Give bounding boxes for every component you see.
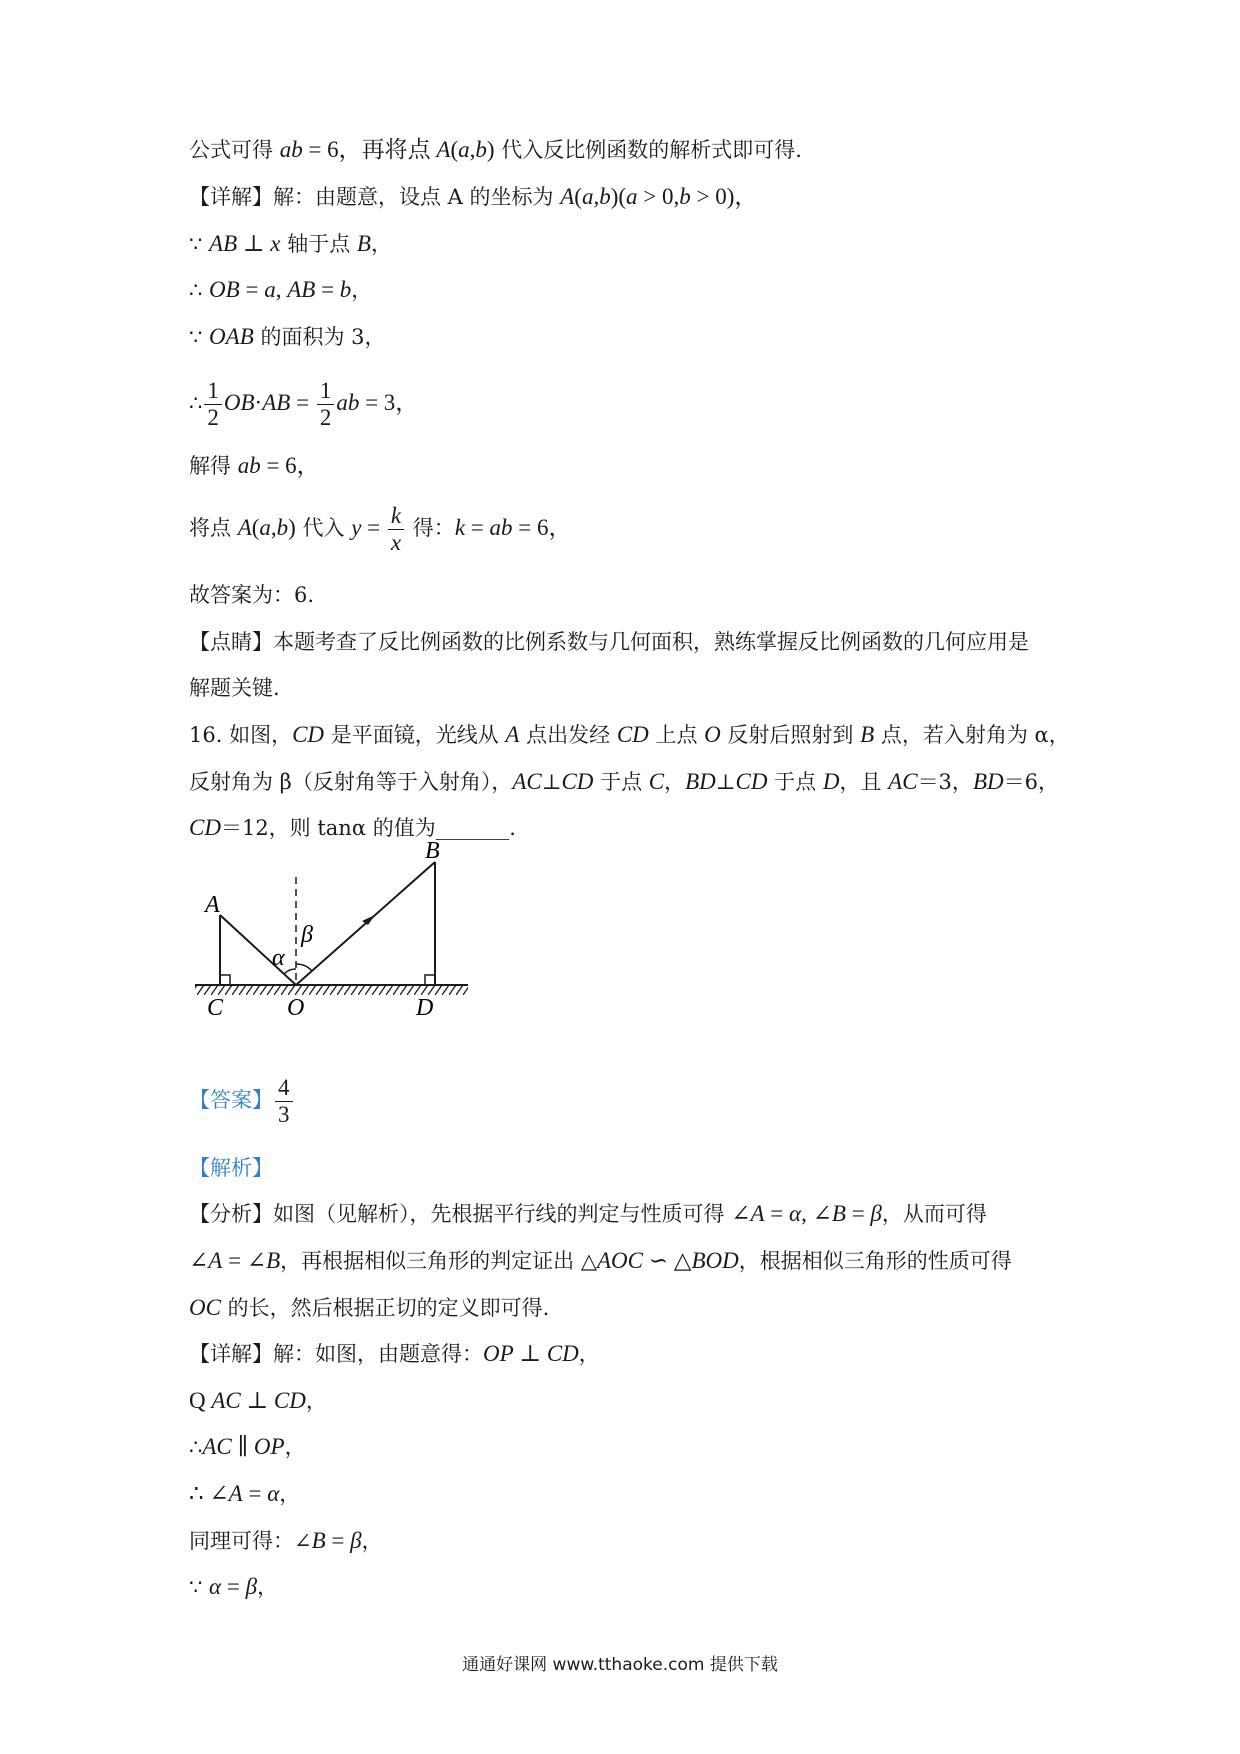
question-16-line-1: 16. 如图，CD 是平面镜，光线从 A 点出发经 CD 上点 O 反射后照射到 B 点，若入射角为 α， [189, 722, 1070, 747]
label-c: C [207, 995, 224, 1021]
text-line-10: 【点睛】本题考查了反比例函数的比例系数与几何面积，熟练掌握反比例函数的几何应用是 [189, 630, 1029, 654]
label-a: A [205, 892, 220, 918]
text-line-23: ∴ ∠A = α， [189, 1481, 301, 1506]
text-line-18: ∠A = ∠B，再根据相似三角形的判定证出 △AOC ∽ △BOD，根据相似三角形的性质可得 [189, 1248, 1012, 1273]
analysis-tag: 【解析】 [189, 1156, 273, 1180]
text-line-17: 【分析】如图（见解析），先根据平行线的判定与性质可得 ∠A = α, ∠B = β，从而可得 [189, 1201, 987, 1226]
label-alpha: α [272, 945, 285, 971]
mirror-reflection-figure [190, 825, 480, 1025]
text-line-19: OC 的长，然后根据正切的定义即可得. [189, 1295, 550, 1320]
text-line-4: ∴ OB = a, AB = b， [189, 277, 373, 302]
question-16-line-3: CD＝12，则 tanα 的值为_______. [189, 815, 516, 840]
text-line-20: 【详解】解：如图，由题意得：OP ⊥ CD， [189, 1341, 600, 1366]
text-line-11: 解题关键. [189, 676, 280, 700]
segment-ob [296, 862, 435, 985]
answer-blank: _______ [435, 816, 510, 840]
text-line-6: ∴ $\frac{1}{2}$ OB·AB = $\frac{1}{2}$ ab = 3， [189, 378, 419, 430]
label-o: O [287, 995, 305, 1021]
fraction-half-2: $\frac{1}{2}$ [317, 378, 335, 431]
label-d: D [416, 995, 434, 1021]
label-beta: β [301, 922, 313, 948]
angle-arc-alpha [284, 969, 296, 974]
text-line-7: 解得 ab = 6， [189, 453, 320, 478]
right-angle-mark-c [220, 975, 230, 985]
answer-line [189, 1075, 295, 1128]
text-line-3: ∵ AB ⊥ x 轴于点 B， [189, 231, 392, 256]
text-line-2: 【详解】解：由题意，设点 A 的坐标为 A(a,b)(a > 0,b > 0)， [189, 184, 758, 209]
answer-tag: 【答案】 [189, 1088, 273, 1112]
direction-arrow [362, 915, 375, 925]
angle-arc-beta [296, 964, 312, 971]
text-line-25: ∵ α = β， [189, 1574, 279, 1599]
text-line-5: ∵ OAB 的面积为 3， [189, 324, 386, 349]
fraction-half-1: $\frac{1}{2}$ [204, 378, 222, 431]
right-angle-mark-d [425, 975, 435, 985]
answer-fraction: $\frac{4}{3}$ [275, 1075, 293, 1128]
fraction-k-over-x: $\frac{k}{x}$ [388, 503, 404, 556]
text-line-9: 故答案为：6. [189, 583, 315, 607]
mirror-surface [195, 985, 468, 995]
text-line-24: 同理可得：∠B = β， [189, 1528, 383, 1553]
text-line-1: 公式可得 ab = 6，再将点 A(a,b) 代入反比例函数的解析式即可得. [189, 137, 802, 162]
text-line-21: Q AC ⊥ CD， [189, 1388, 327, 1413]
question-16-line-2: 反射角为 β（反射角等于入射角），AC⊥CD 于点 C，BD⊥CD 于点 D，且 AC＝3，BD＝6， [189, 769, 1059, 794]
page-footer: 通通好课网 www.tthaoke.com 提供下载 [462, 1655, 778, 1675]
label-b: B [425, 838, 440, 864]
text-line-8: 将点 A(a,b) 代入 y = $\frac{k}{x}$ 得：k = ab = 6， [189, 503, 572, 555]
text-line-22: ∴AC ∥ OP， [189, 1434, 306, 1459]
